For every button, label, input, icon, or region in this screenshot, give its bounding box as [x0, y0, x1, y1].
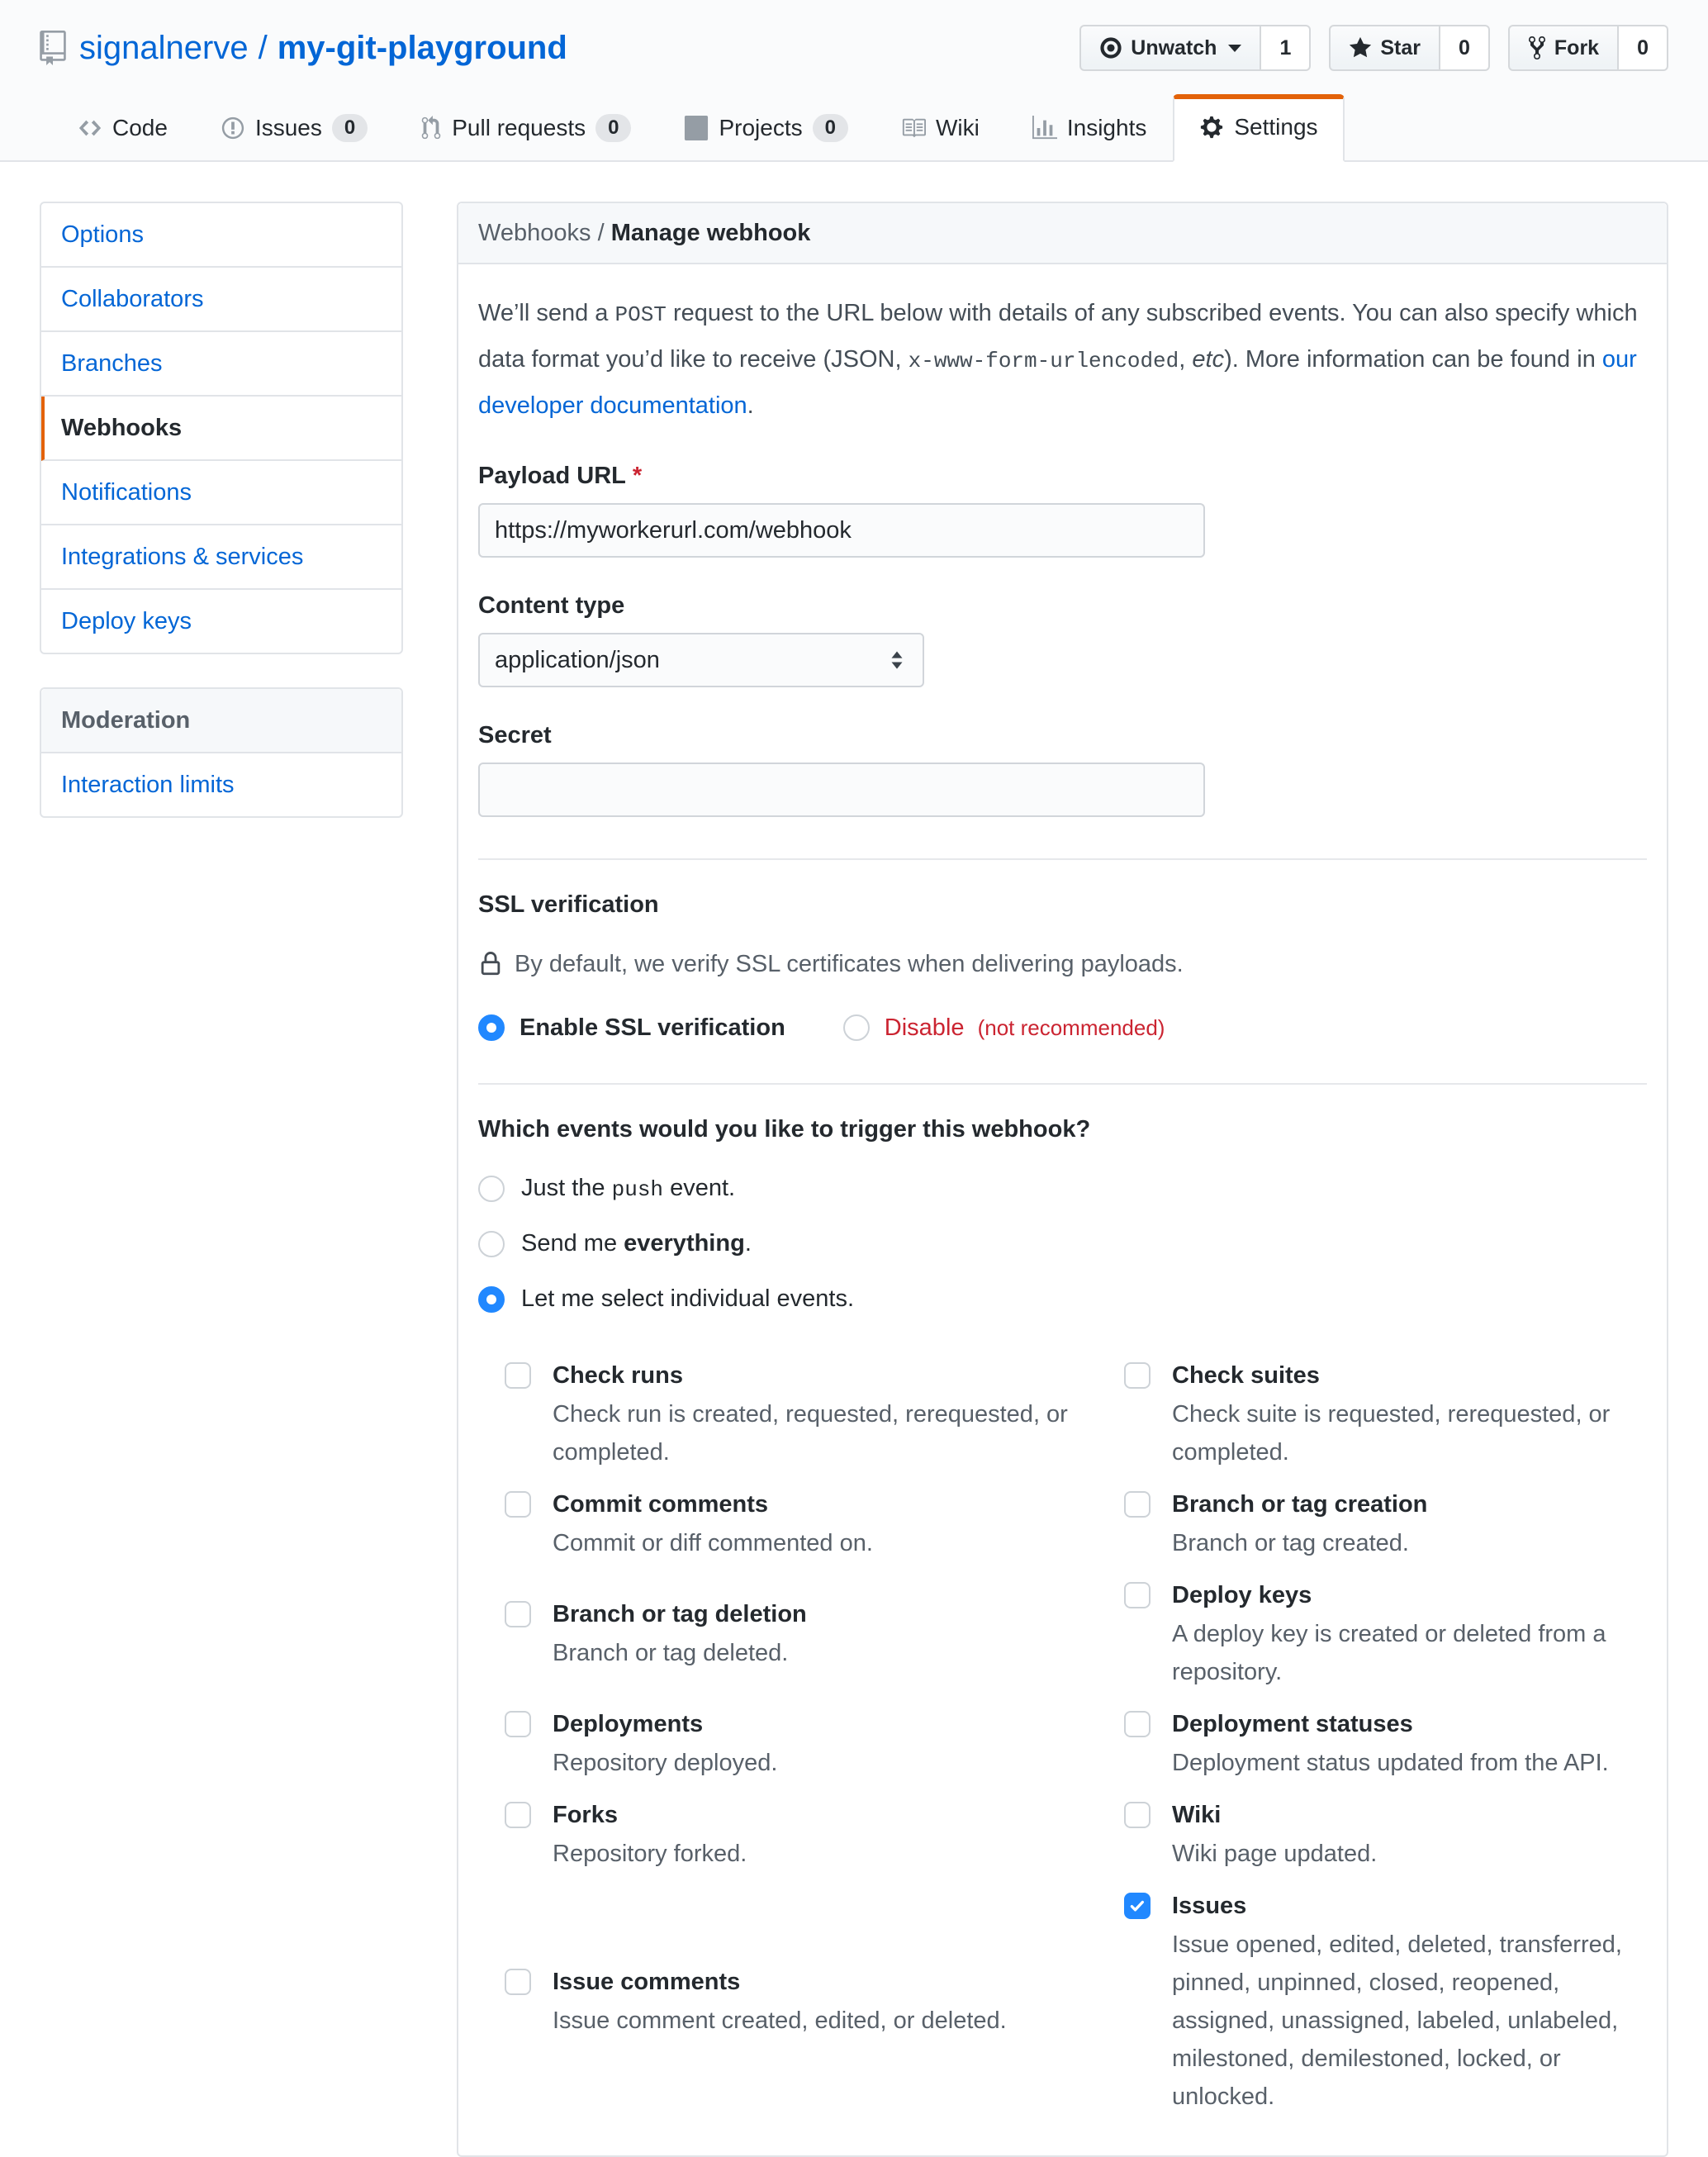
- urlencoded-code: x-www-form-urlencoded: [908, 349, 1179, 373]
- pull-requests-count-badge: 0: [595, 114, 631, 142]
- disable-ssl-option: [843, 1014, 1165, 1042]
- sidebar-item-collaborators[interactable]: Collaborators: [41, 268, 401, 332]
- event-deploy-keys: Deploy keys A deploy key is created or deleted from a repository.: [1124, 1579, 1653, 1691]
- gear-icon: [1199, 115, 1224, 140]
- tab-settings[interactable]: Settings: [1173, 94, 1344, 162]
- sidebar-item-notifications[interactable]: Notifications: [41, 461, 401, 525]
- tab-issues[interactable]: Issues 0: [194, 94, 394, 160]
- disable-ssl-label: Disable: [884, 1014, 965, 1041]
- project-icon: [684, 116, 709, 140]
- star-button[interactable]: Star: [1329, 25, 1440, 71]
- forks-count[interactable]: 0: [1619, 25, 1668, 71]
- event-issues: Issues Issue opened, edited, deleted, transferred, pinned, unpinned, closed, reopened, assigned, unassigned, labeled, unlabeled, milestoned, demilestoned, locked, or unlocked.: [1124, 1889, 1653, 2116]
- repo-icon: [40, 31, 66, 65]
- sidebar-item-branches[interactable]: Branches: [41, 332, 401, 397]
- caret-down-icon: [1228, 45, 1241, 52]
- sidebar-item-options[interactable]: Options: [41, 203, 401, 268]
- breadcrumb: Webhooks / Manage webhook: [458, 203, 1667, 264]
- book-icon: [901, 116, 926, 140]
- individual-events-radio[interactable]: [478, 1286, 505, 1313]
- tab-wiki[interactable]: Wiki: [875, 94, 1006, 160]
- divider: [478, 858, 1647, 860]
- required-asterisk: *: [632, 463, 643, 489]
- enable-ssl-radio[interactable]: [478, 1014, 505, 1041]
- deploy-keys-checkbox[interactable]: [1124, 1582, 1151, 1608]
- select-caret-icon: [886, 649, 908, 671]
- events-heading: Which events would you like to trigger this webhook?: [478, 1115, 1091, 1143]
- developer-docs-link[interactable]: our developer documentation: [478, 346, 1637, 419]
- webhook-intro-text: We’ll send a POST request to the URL below with details of any subscribed events. You can also specify which data format you’d like to receive (JSON, x-www-form-urlencoded, etc). More information can be found in our developer documentation.: [478, 300, 1638, 419]
- repo-actions: [1079, 25, 1668, 71]
- lock-icon: [478, 952, 503, 976]
- event-branch-tag-deletion: Branch or tag deletion Branch or tag deleted.: [505, 1598, 1075, 1672]
- watchers-count[interactable]: 1: [1261, 25, 1311, 71]
- fork-icon: [1528, 35, 1546, 61]
- issue-opened-icon: [221, 116, 245, 140]
- graph-icon: [1032, 116, 1057, 140]
- repo-name-link[interactable]: my-git-playground: [277, 29, 567, 66]
- event-issue-comments: Issue comments Issue comment created, edited, or deleted.: [505, 1965, 1075, 2040]
- check-runs-checkbox[interactable]: [505, 1362, 531, 1389]
- event-option-everything: Send me everything.: [478, 1230, 1647, 1257]
- enable-ssl-option: [478, 1014, 785, 1042]
- event-option-push: Just the push event.: [478, 1175, 1647, 1202]
- repo-title: [40, 30, 567, 67]
- push-event-radio[interactable]: [478, 1176, 505, 1202]
- tab-projects[interactable]: Projects 0: [657, 94, 875, 160]
- sidebar-item-interaction-limits[interactable]: Interaction limits: [61, 772, 235, 798]
- event-wiki: Wiki Wiki page updated.: [1124, 1798, 1653, 1873]
- issue-comments-checkbox[interactable]: [505, 1969, 531, 1995]
- branch-tag-creation-checkbox[interactable]: [1124, 1491, 1151, 1518]
- sidebar-item-integrations[interactable]: Integrations & services: [41, 525, 401, 590]
- eye-icon: [1099, 36, 1122, 59]
- event-branch-tag-creation: Branch or tag creation Branch or tag created.: [1124, 1488, 1653, 1562]
- deployments-checkbox[interactable]: [505, 1711, 531, 1737]
- everything-radio[interactable]: [478, 1231, 505, 1257]
- secret-input[interactable]: [478, 763, 1205, 817]
- tab-insights[interactable]: Insights: [1006, 94, 1174, 160]
- forks-checkbox[interactable]: [505, 1802, 531, 1828]
- manage-webhook-panel: [457, 202, 1668, 2157]
- event-deployment-statuses: Deployment statuses Deployment status updated from the API.: [1124, 1708, 1653, 1782]
- repo-separator: /: [258, 29, 268, 66]
- disable-ssl-radio[interactable]: [843, 1014, 870, 1041]
- commit-comments-checkbox[interactable]: [505, 1491, 531, 1518]
- ssl-verification-heading: SSL verification: [478, 891, 659, 918]
- content-type-select[interactable]: application/json: [478, 633, 924, 687]
- issues-count-badge: 0: [332, 114, 368, 142]
- check-suites-checkbox[interactable]: [1124, 1362, 1151, 1389]
- event-deployments: Deployments Repository deployed.: [505, 1708, 1075, 1782]
- unwatch-button[interactable]: Unwatch: [1079, 25, 1261, 71]
- post-code: POST: [614, 302, 667, 327]
- payload-url-input[interactable]: [478, 503, 1205, 558]
- moderation-heading: Moderation: [41, 689, 401, 753]
- event-commit-comments: Commit comments Commit or diff commented on.: [505, 1488, 1075, 1562]
- sidebar-item-webhooks[interactable]: Webhooks: [41, 397, 401, 461]
- git-pull-request-icon: [420, 116, 442, 140]
- event-check-runs: Check runs Check run is created, requested, rerequested, or completed.: [505, 1359, 1075, 1471]
- payload-url-label: Payload URL *: [478, 463, 643, 489]
- event-forks: Forks Repository forked.: [505, 1798, 1075, 1873]
- wiki-checkbox[interactable]: [1124, 1802, 1151, 1828]
- tab-pull-requests[interactable]: Pull requests 0: [394, 94, 657, 160]
- repo-owner-link[interactable]: signalnerve: [79, 29, 249, 66]
- fork-button[interactable]: Fork: [1508, 25, 1619, 71]
- events-grid: [505, 1359, 1647, 2116]
- star-icon: [1349, 36, 1372, 60]
- breadcrumb-webhooks-link[interactable]: Webhooks: [478, 220, 591, 246]
- etc-italic: etc: [1192, 346, 1225, 373]
- stargazers-count[interactable]: 0: [1440, 25, 1490, 71]
- divider: [478, 1083, 1647, 1085]
- content-type-label: Content type: [478, 592, 625, 619]
- event-check-suites: Check suites Check suite is requested, rerequested, or completed.: [1124, 1359, 1653, 1471]
- tab-code[interactable]: Code: [51, 94, 194, 160]
- code-icon: [78, 116, 102, 140]
- issues-checkbox[interactable]: [1124, 1893, 1151, 1919]
- sidebar-item-deploy-keys[interactable]: Deploy keys: [61, 608, 192, 634]
- branch-tag-deletion-checkbox[interactable]: [505, 1601, 531, 1627]
- deployment-statuses-checkbox[interactable]: [1124, 1711, 1151, 1737]
- settings-sidebar: [40, 202, 403, 818]
- event-option-individual: Let me select individual events.: [478, 1285, 1647, 1313]
- settings-menu: [40, 202, 403, 654]
- disable-ssl-note: (not recommended): [977, 1014, 1165, 1040]
- projects-count-badge: 0: [813, 114, 848, 142]
- moderation-menu: [40, 687, 403, 818]
- page-header: [0, 0, 1708, 162]
- repo-nav: [40, 94, 1668, 160]
- secret-label: Secret: [478, 722, 552, 748]
- enable-ssl-label: Enable SSL verification: [520, 1014, 785, 1041]
- ssl-note: By default, we verify SSL certificates when delivering payloads.: [478, 951, 1647, 978]
- push-code: push: [611, 1177, 664, 1203]
